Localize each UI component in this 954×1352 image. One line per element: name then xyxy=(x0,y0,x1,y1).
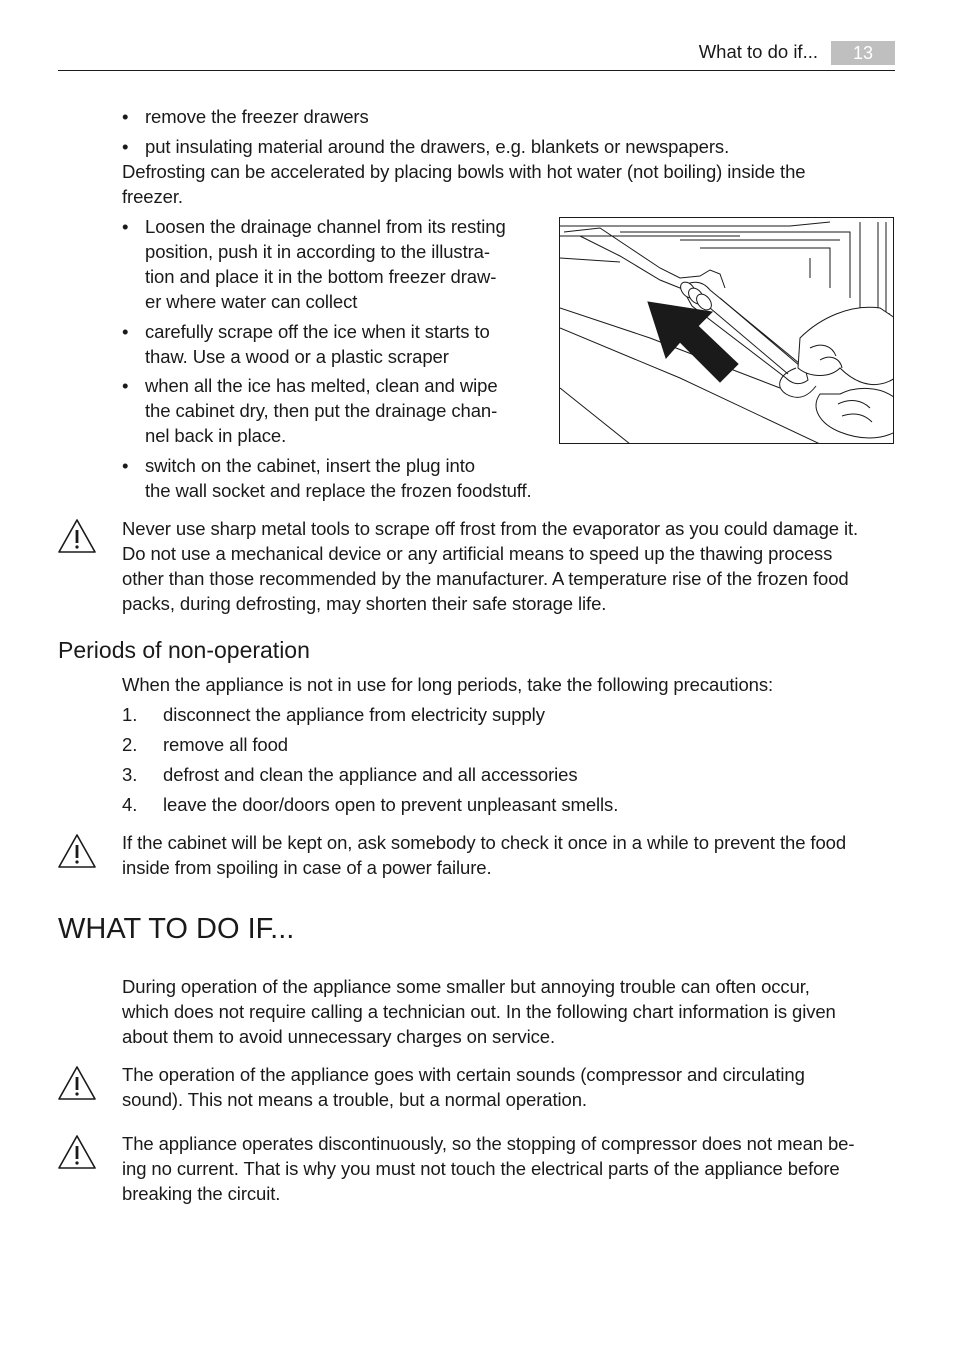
sound-warning-line: The operation of the appliance goes with certain sounds (compressor and circulating xyxy=(122,1064,805,1085)
defrost-bullet-1: remove the freezer drawers xyxy=(145,106,369,127)
step-number: 2. xyxy=(122,734,138,755)
defrost-warning-line: Never use sharp metal tools to scrape off frost from the evaporator as you could damage it. xyxy=(122,518,859,539)
scrape-ice-line: thaw. Use a wood or a plastic scraper xyxy=(145,346,449,367)
chapter-heading: WHAT TO DO IF... xyxy=(58,913,295,945)
header-rule xyxy=(58,70,895,71)
step-text: leave the door/doors open to prevent unpleasant smells. xyxy=(163,794,619,815)
drainage-channel-illustration xyxy=(559,217,894,444)
running-header: What to do if... xyxy=(698,41,818,62)
electrical-warning-line: ing no current. That is why you must not touch the electrical parts of the appliance before xyxy=(122,1158,840,1179)
scrape-ice-line: carefully scrape off the ice when it starts to xyxy=(145,321,490,342)
switch-on-line: the wall socket and replace the frozen foodstuff. xyxy=(145,480,532,501)
defrost-bullet-2: put insulating material around the drawers, e.g. blankets or newspapers. xyxy=(145,136,730,157)
what-to-do-intro-line: which does not require calling a technician out. In the following chart information is given xyxy=(122,1001,836,1022)
step-number: 4. xyxy=(122,794,138,815)
bullet: • xyxy=(122,106,129,127)
defrost-paragraph-line: freezer. xyxy=(122,186,183,207)
electrical-warning-line: breaking the circuit. xyxy=(122,1183,281,1204)
non-operation-intro: When the appliance is not in use for long periods, take the following precautions: xyxy=(122,674,774,695)
warning-triangle-icon xyxy=(57,1134,97,1170)
step-number: 3. xyxy=(122,764,138,785)
loosen-channel-line: er where water can collect xyxy=(145,291,358,312)
bullet: • xyxy=(122,136,129,157)
bullet: • xyxy=(122,375,129,396)
non-operation-warning-line: If the cabinet will be kept on, ask somebody to check it once in a while to prevent the food xyxy=(122,832,847,853)
warning-triangle-icon xyxy=(57,518,97,554)
bullet: • xyxy=(122,321,129,342)
sound-warning-line: sound). This not means a trouble, but a normal operation. xyxy=(122,1089,587,1110)
loosen-channel-line: position, push it in according to the illustra- xyxy=(145,241,490,262)
warning-triangle-icon xyxy=(57,1065,97,1101)
page-number: 13 xyxy=(831,41,895,65)
defrost-warning-line: Do not use a mechanical device or any artificial means to speed up the thawing process xyxy=(122,543,833,564)
step-text: remove all food xyxy=(163,734,288,755)
what-to-do-intro-line: During operation of the appliance some smaller but annoying trouble can often occur, xyxy=(122,976,810,997)
clean-wipe-line: nel back in place. xyxy=(145,425,287,446)
section-heading-non-operation: Periods of non-operation xyxy=(58,637,310,663)
switch-on-line: switch on the cabinet, insert the plug into xyxy=(145,455,475,476)
defrost-warning-line: other than those recommended by the manufacturer. A temperature rise of the frozen food xyxy=(122,568,849,589)
defrost-paragraph-line: Defrosting can be accelerated by placing bowls with hot water (not boiling) inside the xyxy=(122,161,806,182)
bullet: • xyxy=(122,216,129,237)
step-text: defrost and clean the appliance and all accessories xyxy=(163,764,578,785)
clean-wipe-line: when all the ice has melted, clean and wipe xyxy=(145,375,498,396)
step-number: 1. xyxy=(122,704,138,725)
clean-wipe-line: the cabinet dry, then put the drainage chan- xyxy=(145,400,498,421)
defrost-warning-line: packs, during defrosting, may shorten their safe storage life. xyxy=(122,593,607,614)
bullet: • xyxy=(122,455,129,476)
step-text: disconnect the appliance from electricity supply xyxy=(163,704,545,725)
what-to-do-intro-line: about them to avoid unnecessary charges on service. xyxy=(122,1026,555,1047)
loosen-channel-line: Loosen the drainage channel from its resting xyxy=(145,216,506,237)
warning-triangle-icon xyxy=(57,833,97,869)
electrical-warning-line: The appliance operates discontinuously, so the stopping of compressor does not mean be- xyxy=(122,1133,855,1154)
loosen-channel-line: tion and place it in the bottom freezer draw- xyxy=(145,266,497,287)
non-operation-warning-line: inside from spoiling in case of a power failure. xyxy=(122,857,492,878)
